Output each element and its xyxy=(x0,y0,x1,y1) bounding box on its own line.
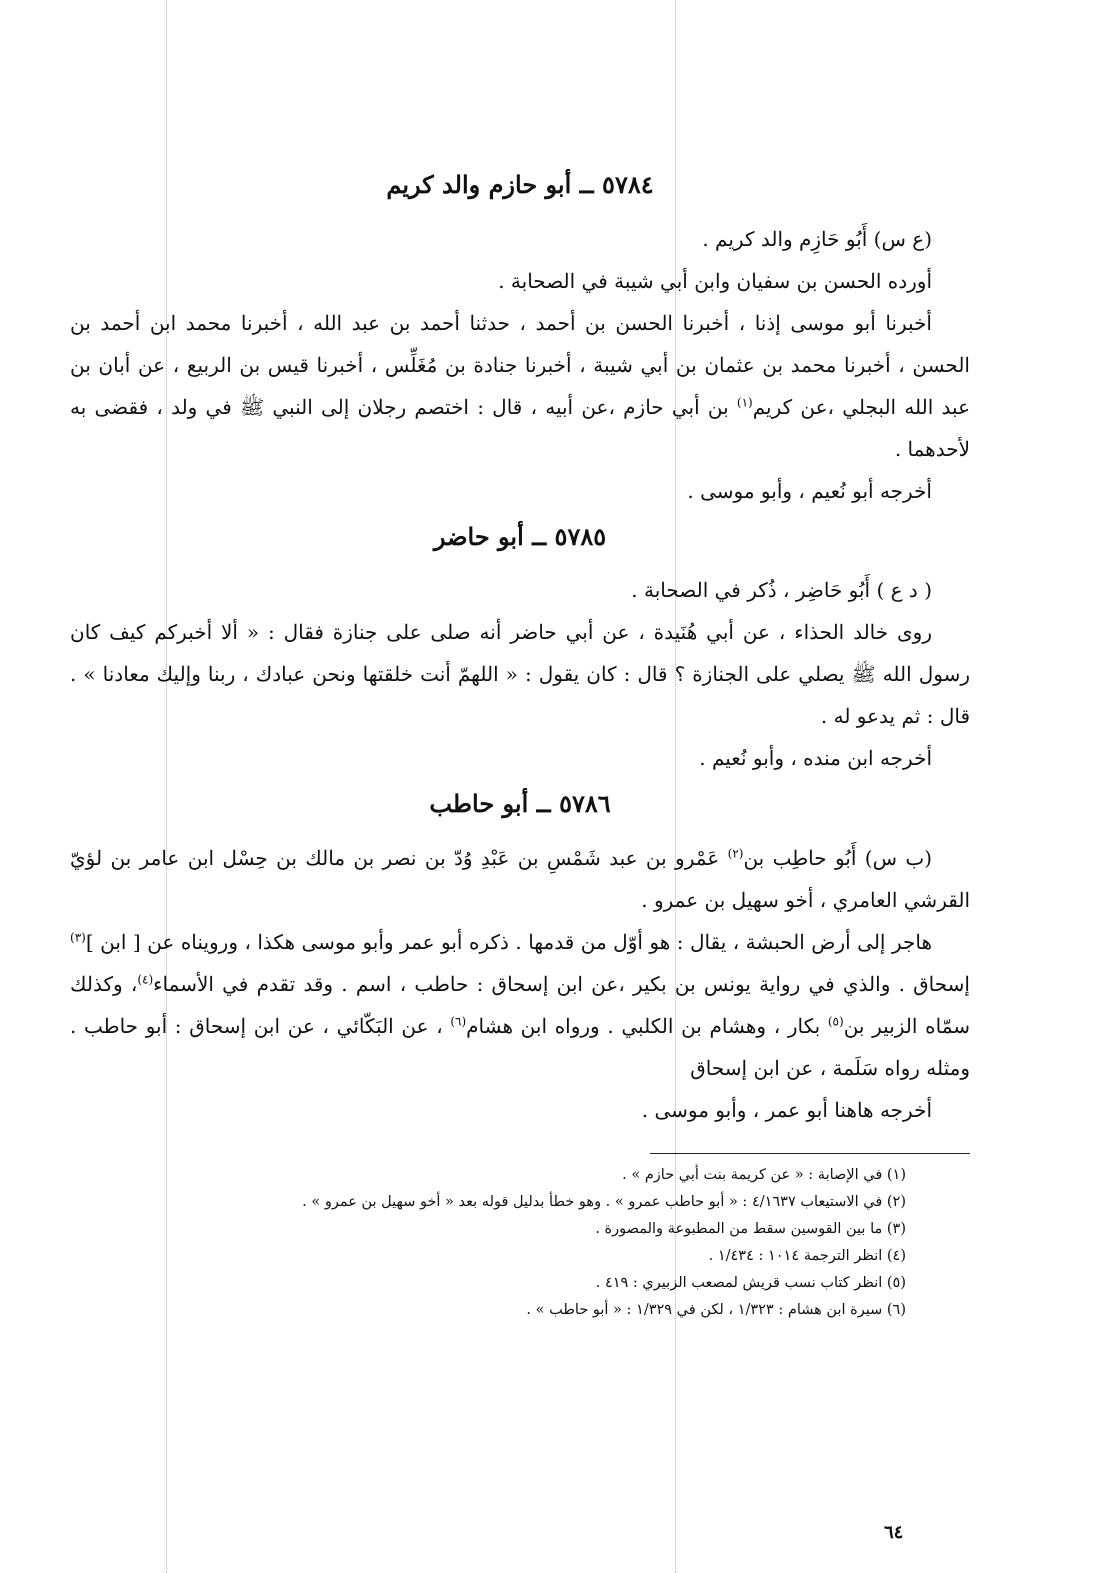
text-run: (ب س) أَبُو حاطِب بن xyxy=(743,845,932,870)
text-run: إسحاق . والذي في رواية يونس بن بكير ،عن ابن إسحاق : حاطب ، اسم . وقد تقدم في الأسماء xyxy=(153,971,970,996)
text-run: أخبرنا أبو موسى إذنا ، أخبرنا الحسن بن أحمد ، حدثنا أحمد بن عبد الله ، أخبرنا محمد ابن أحمد بن الحسن ، أخبرنا محمد بن عثمان بن أبي شيبة ، أخبرنا جنادة بن مُغَلِّس ، أخبرنا قيس بن الربيع ، عن أبان بن عبد الله البجلي ،عن كريم xyxy=(70,310,970,419)
footnote-separator xyxy=(650,1153,970,1154)
book-page xyxy=(70,160,970,1324)
entry-line: أورده الحسن بن سفيان وابن أبي شيبة في الصحابة . xyxy=(498,268,932,293)
entry-paragraph xyxy=(70,302,970,470)
footnote-ref: (٦) xyxy=(450,1014,467,1029)
text-run: عَمْرو بن عبد شَمْسِ بن عَبْدِ وُدّ بن نصر بن مالك بن حِسْل ابن عامر بن لؤيّ القرشي العامري ، أخو سهيل بن عمرو . xyxy=(70,845,970,912)
footnote: (٤) انظر الترجمة ١٠١٤ : ١/٤٣٤ . xyxy=(708,1247,906,1264)
entry-line: ( د ع ) أَبُو حَاضِر ، ذُكر في الصحابة . xyxy=(631,578,932,603)
footnote-ref: (٥) xyxy=(827,1014,844,1029)
footnote-ref: (٣) xyxy=(70,930,86,945)
entry-line: أخرجه هاهنا أبو عمر ، وأبو موسى . xyxy=(641,1097,932,1122)
entry-heading: ٥٧٨٦ ــ أبو حاطب xyxy=(429,789,611,819)
entry-heading: ٥٧٨٥ ــ أبو حاضر xyxy=(433,521,607,551)
entry-heading: ٥٧٨٤ ــ أبو حازم والد كريم xyxy=(386,170,654,199)
entry-line: أخرجه ابن منده ، وأبو نُعيم . xyxy=(699,746,932,771)
entry-paragraph xyxy=(70,921,970,1089)
entry-line: (ع س) أَبُو حَازِم والد كريم . xyxy=(702,226,932,251)
footnote-ref: (١) xyxy=(736,394,753,409)
footnote: (٣) ما بين القوسين سقط من المطبوعة والمصورة . xyxy=(595,1220,906,1237)
text-run: بكار ، وهشام بن الكلبي . ورواه ابن هشام xyxy=(466,1013,821,1038)
text-run: هاجر إلى أرض الحبشة ، يقال : هو أوّل من قدمها . ذكره أبو عمر وأبو موسى هكذا ، ورويناه عن [ ابن ] xyxy=(85,929,932,954)
page-number: ٦٤ xyxy=(884,1522,904,1543)
text-run: ، وكذلك سمّاه الزبير بن xyxy=(70,971,971,1038)
entry-line: أخرجه أبو نُعيم ، وأبو موسى . xyxy=(687,478,932,503)
entry-paragraph: روى خالد الحذاء ، عن أبي هُنَيدة ، عن أبي حاضر أنه صلى على جنازة فقال : « ألا أخبركم كيف كان رسول الله ﷺ يصلي على الجنازة ؟ قال : كان يقول : « اللهمّ أنت خلقتها ونحن عبادك ، ربنا وإليك معادنا » . قال : ثم يدعو له . xyxy=(70,620,970,729)
text-run: بن أبي حازم ،عن أبيه ، قال : اختصم رجلان إلى النبي ﷺ في ولد ، فقضى به لأحدهما . xyxy=(70,394,970,461)
footnote: (١) في الإصابة : « عن كريمة بنت أبي حازم » . xyxy=(622,1166,906,1183)
entry-paragraph xyxy=(70,837,970,921)
footnote: (٢) في الاستيعاب ٤/١٦٣٧ : « أبو حاطب عمرو » . وهو خطأ بدليل قوله بعد « أخو سهيل بن عمرو » . xyxy=(302,1193,906,1210)
footnote: (٦) سيرة ابن هشام : ١/٣٢٣ ، لكن في ١/٣٢٩ : « أبو حاطب » . xyxy=(526,1301,906,1318)
footnote: (٥) انظر كتاب نسب قريش لمصعب الزبيري : ٤١٩ . xyxy=(595,1274,906,1291)
text-run: ، عن البَكّائي ، عن ابن إسحاق : أبو حاطب . ومثله رواه سَلَمة ، عن ابن إسحاق xyxy=(70,1013,970,1080)
footnote-ref: (٤) xyxy=(137,972,154,987)
footnote-ref: (٢) xyxy=(727,846,744,861)
